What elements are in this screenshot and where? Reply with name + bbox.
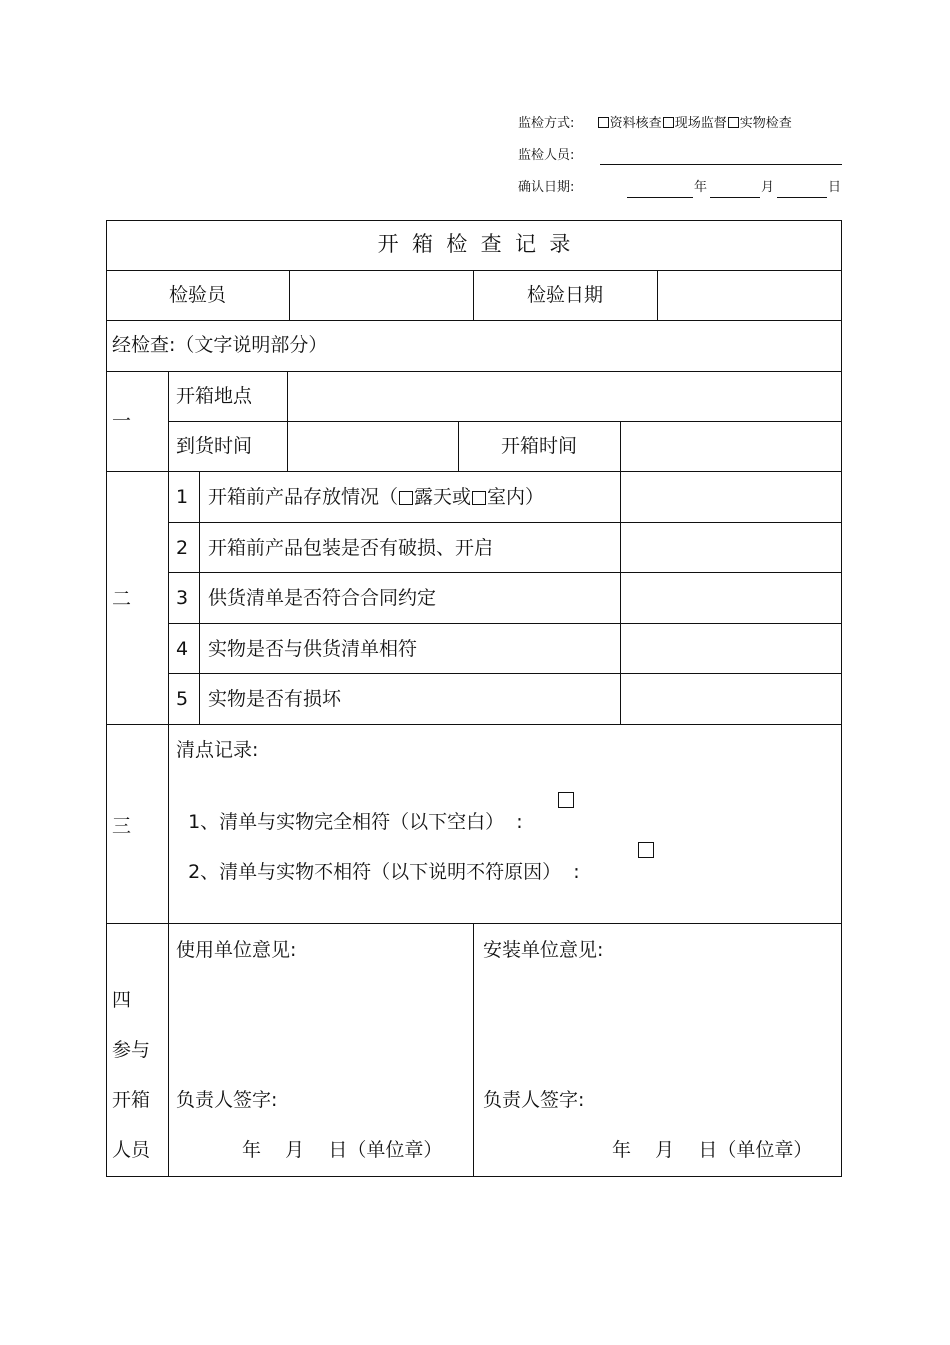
- arrival-time-label: 到货时间: [176, 435, 253, 457]
- item-number: 4: [176, 638, 189, 660]
- month-field[interactable]: [710, 197, 760, 198]
- item-text: 供货清单是否符合合同约定: [208, 587, 437, 609]
- method-checkbox-document[interactable]: [598, 117, 609, 128]
- participants-label-line: 开箱: [112, 1089, 151, 1111]
- inspector-field[interactable]: [600, 164, 842, 165]
- item-number: 3: [176, 587, 189, 609]
- item-text: 实物是否与供货清单相符: [208, 638, 418, 660]
- method-checkbox-physical[interactable]: [728, 117, 739, 128]
- outdoor-checkbox[interactable]: [399, 491, 413, 505]
- inspect-date-label: 检验日期: [526, 284, 603, 306]
- count-record-title: 清点记录:: [176, 739, 259, 761]
- install-unit-sign-label: 负责人签字:: [483, 1089, 585, 1111]
- day-field[interactable]: [777, 197, 827, 198]
- inspector-cell-label: 检验员: [168, 284, 226, 306]
- participants-label-line: 参与: [112, 1039, 151, 1061]
- outdoor-option: 露天或: [414, 486, 472, 508]
- item-text: 开箱前产品包装是否有破损、开启: [208, 537, 494, 559]
- count-mismatch-text: 2、清单与实物不相符（以下说明不符原因） :: [188, 861, 580, 883]
- confirm-date-label: 确认日期:: [518, 180, 575, 195]
- storage-condition-item: [208, 486, 544, 508]
- participants-label-line: 人员: [112, 1139, 151, 1161]
- item-text: 实物是否有损坏: [208, 688, 342, 710]
- col-divider: [199, 471, 200, 724]
- install-unit-date-stamp: 年 月 日（单位章）: [612, 1139, 813, 1161]
- inspector-value-cell[interactable]: [290, 271, 473, 320]
- user-unit-date-stamp: 年 月 日（单位章）: [242, 1139, 443, 1161]
- section-three-number: 三: [112, 815, 132, 837]
- year-field[interactable]: [627, 197, 693, 198]
- open-time-value-cell[interactable]: [621, 422, 841, 471]
- count-match-checkbox[interactable]: [558, 792, 574, 808]
- method-option-document: 资料核查: [609, 116, 662, 131]
- count-mismatch-checkbox[interactable]: [638, 842, 654, 858]
- open-location-label: 开箱地点: [176, 385, 253, 407]
- item-number: 5: [176, 688, 189, 710]
- install-unit-opinion-label: 安装单位意见:: [483, 939, 604, 961]
- user-unit-sign-label: 负责人签字:: [176, 1089, 278, 1111]
- checked-description-label: 经检查:（文字说明部分）: [112, 334, 328, 356]
- inspection-method-label: 监检方式:: [518, 116, 575, 131]
- item-result-cell[interactable]: [621, 472, 841, 522]
- method-checkbox-onsite[interactable]: [663, 117, 674, 128]
- item-text: 开箱前产品存放情况（: [208, 486, 399, 508]
- col-divider: [168, 371, 169, 1177]
- open-location-value-cell[interactable]: [288, 372, 841, 421]
- form-title: 开 箱 检 查 记 录: [377, 232, 571, 256]
- count-mismatch-line: [176, 839, 580, 883]
- section-four-number: 四: [112, 989, 132, 1011]
- count-match-text: 1、清单与实物完全相符（以下空白） :: [188, 811, 523, 833]
- arrival-time-value-cell[interactable]: [288, 422, 458, 471]
- col-divider: [473, 923, 474, 1177]
- row-divider: [106, 320, 842, 321]
- item-result-cell[interactable]: [621, 674, 841, 724]
- item-result-cell[interactable]: [621, 573, 841, 623]
- indoor-option: 室内）: [487, 486, 545, 508]
- inspection-method-row: [518, 116, 792, 132]
- item-result-cell[interactable]: [621, 523, 841, 572]
- item-number: 2: [176, 537, 189, 559]
- section-two-number: 二: [112, 588, 132, 610]
- item-number: 1: [176, 486, 189, 508]
- item-result-cell[interactable]: [621, 624, 841, 673]
- month-label: 月: [761, 180, 775, 195]
- section-one-number: 一: [112, 410, 132, 432]
- inspector-label: 监检人员:: [518, 148, 575, 163]
- user-unit-opinion-label: 使用单位意见:: [176, 939, 297, 961]
- count-match-line: [176, 789, 523, 833]
- method-option-physical: 实物检查: [739, 116, 792, 131]
- year-label: 年: [694, 180, 708, 195]
- row-divider: [106, 724, 842, 725]
- indoor-checkbox[interactable]: [472, 491, 486, 505]
- method-option-onsite: 现场监督: [674, 116, 727, 131]
- inspect-date-value-cell[interactable]: [658, 271, 841, 320]
- open-time-label: 开箱时间: [500, 435, 577, 457]
- row-divider: [106, 923, 842, 924]
- day-label: 日: [828, 180, 842, 195]
